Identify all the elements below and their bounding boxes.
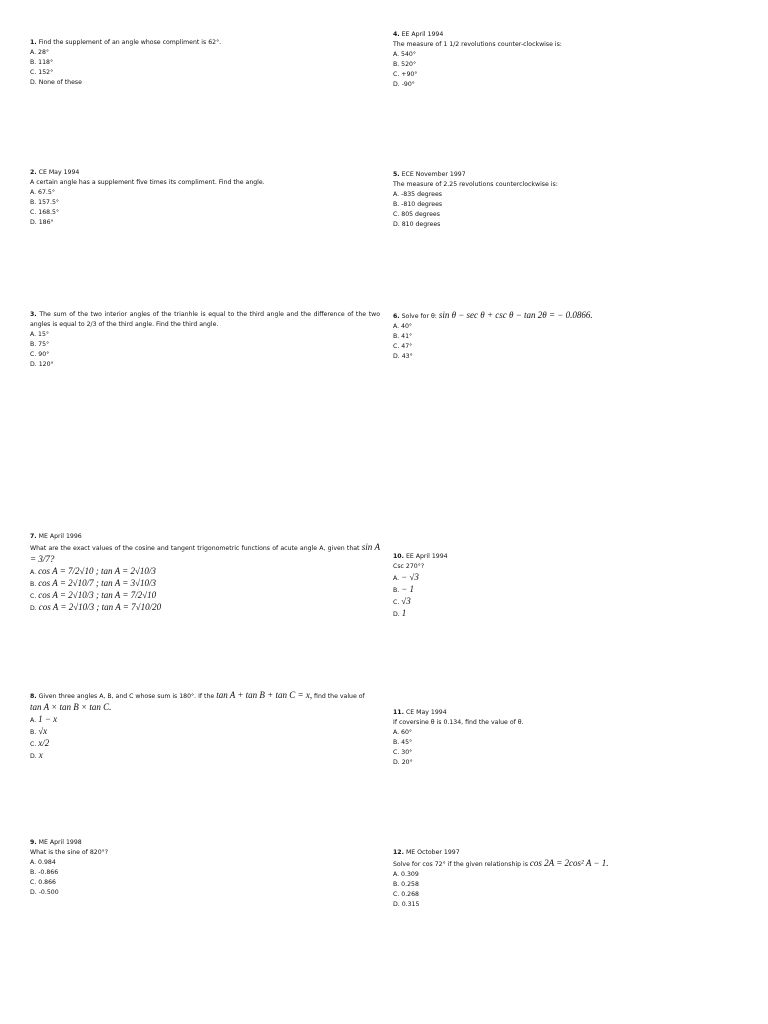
choice-math: cos A = 2√10/7 ; tan A = 3√10/3 (38, 578, 157, 588)
question-header (30, 532, 380, 542)
choice-b (30, 726, 380, 738)
question-3 (30, 310, 380, 370)
question-11 (393, 708, 733, 768)
question-number: 3. (30, 311, 37, 318)
choice-d: D. -90° (393, 81, 415, 88)
choice-a: A. 15° (30, 331, 50, 338)
choice-c: C. 168.5° (30, 209, 60, 216)
choice-b: B. 0.258 (393, 881, 419, 888)
choice-a (30, 566, 380, 578)
choice-d (30, 750, 380, 762)
choice-c (30, 590, 380, 602)
question-7 (30, 532, 380, 614)
stem-text: What are the exact values of the cosine and tangent trigonometric functions of acute angle A, given that (30, 545, 360, 552)
question-source: CE May 1994 (405, 709, 447, 716)
question-stem (30, 38, 360, 48)
question-stem (30, 690, 380, 702)
question-number: 7. (30, 533, 37, 540)
choice-b: B. 520° (393, 61, 417, 68)
stem-text: Find the supplement of an angle whose compliment is 62°. (38, 39, 222, 46)
question-number: 2. (30, 169, 37, 176)
choice-label: C. (30, 593, 37, 600)
choice-d: D. -0.500 (30, 889, 59, 896)
choice-c: C. 152° (30, 69, 54, 76)
question-number: 10. (393, 553, 404, 560)
choice-math: − √3 (401, 572, 419, 582)
question-header (393, 708, 733, 718)
stem-prefix: Solve for cos 72° if the given relationship is (393, 861, 528, 868)
question-source: ME October 1997 (405, 849, 460, 856)
question-stem: If coversine θ is 0.134, find the value of θ. (393, 719, 524, 726)
choice-c: C. 30° (393, 749, 413, 756)
choice-label: B. (30, 581, 37, 588)
question-10 (393, 552, 733, 620)
question-header (30, 838, 360, 848)
choice-math: cos A = 2√10/3 ; tan A = 7/2√10 (38, 590, 157, 600)
choice-label: A. (393, 575, 400, 582)
stem-equation: cos 2A = 2cos² A − 1. (529, 858, 609, 868)
choice-math: √3 (401, 596, 411, 606)
question-4 (393, 30, 733, 90)
choice-d: D. 20° (393, 759, 413, 766)
question-stem (30, 542, 380, 566)
choice-c (30, 738, 380, 750)
choice-d (30, 602, 380, 614)
stem-suffix: find the value of (314, 693, 365, 700)
question-header (393, 552, 733, 562)
choice-a (393, 572, 733, 584)
question-number: 1. (30, 39, 37, 46)
choice-a: A. 28° (30, 49, 50, 56)
question-8 (30, 690, 380, 762)
choice-c: C. +90° (393, 71, 418, 78)
choice-b: B. -0.866 (30, 869, 59, 876)
choice-d: D. 186° (30, 219, 54, 226)
choice-a: A. 67.5° (30, 189, 55, 196)
question-6 (393, 310, 733, 362)
choice-c: C. 805 degrees (393, 211, 440, 218)
choice-d: D. None of these (30, 79, 82, 86)
choice-b: B. 45° (393, 739, 413, 746)
stem-prefix: Given three angles A, B, and C whose sum is 180°. If the (38, 693, 215, 700)
choice-math: x (38, 750, 43, 760)
choice-c: C. 90° (30, 351, 50, 358)
choice-b: B. 118° (30, 59, 54, 66)
question-number: 11. (393, 709, 404, 716)
choice-label: B. (393, 587, 400, 594)
choice-b: B. -810 degrees (393, 201, 443, 208)
choice-a: A. 40° (393, 323, 413, 330)
choice-b: B. 157.5° (30, 199, 59, 206)
choice-label: C. (393, 599, 400, 606)
question-number: 8. (30, 693, 37, 700)
stem-prefix: Solve for θ: (401, 313, 437, 320)
choice-label: B. (30, 729, 37, 736)
question-stem (30, 310, 380, 330)
question-stem: A certain angle has a supplement five times its compliment. Find the angle. (30, 179, 265, 186)
question-source: EE April 1994 (405, 553, 448, 560)
question-source: ME April 1998 (38, 839, 82, 846)
choice-label: D. (30, 605, 37, 612)
question-stem (393, 310, 733, 322)
question-header (393, 170, 733, 180)
question-2 (30, 168, 360, 228)
expression-math: tan A × tan B × tan C. (30, 702, 112, 712)
choice-label: D. (30, 753, 37, 760)
choice-d: D. 120° (30, 361, 54, 368)
question-stem: The measure of 2.25 revolutions counterclockwise is: (393, 181, 558, 188)
question-header (393, 848, 733, 858)
choice-d: D. 43° (393, 353, 413, 360)
choice-c: C. 47° (393, 343, 413, 350)
choice-label: C. (30, 741, 37, 748)
choice-d (393, 608, 733, 620)
question-source: CE May 1994 (38, 169, 80, 176)
stem-text: The sum of the two interior angles of the trianhle is equal to the third angle and the difference of the two angles is equal to 2/3 of the third angle. Find the third angle. (30, 311, 380, 328)
question-1 (30, 38, 360, 88)
choice-math: − 1 (401, 584, 415, 594)
choice-a: A. 0.309 (393, 871, 419, 878)
question-number: 4. (393, 31, 400, 38)
choice-math: cos A = 2√10/3 ; tan A = 7√10/20 (38, 602, 162, 612)
question-9 (30, 838, 360, 898)
question-stem: Csc 270°? (393, 563, 425, 570)
choice-math: 1 − x (38, 714, 58, 724)
question-number: 9. (30, 839, 37, 846)
choice-a: A. 0.984 (30, 859, 56, 866)
question-source: ECE November 1997 (401, 171, 466, 178)
choice-b (30, 578, 380, 590)
question-stem: The measure of 1 1/2 revolutions counter-clockwise is: (393, 41, 562, 48)
question-header (30, 168, 360, 178)
question-stem: What is the sine of 820°? (30, 849, 109, 856)
choice-c (393, 596, 733, 608)
stem-equation: tan A + tan B + tan C = x, (216, 690, 313, 700)
choice-label: A. (30, 717, 37, 724)
question-header (393, 30, 733, 40)
question-12 (393, 848, 733, 910)
choice-a: A. 540° (393, 51, 416, 58)
choice-d: D. 0.315 (393, 901, 420, 908)
choice-a: A. -835 degrees (393, 191, 442, 198)
choice-math: x/2 (38, 738, 50, 748)
question-number: 5. (393, 171, 400, 178)
choice-math: 1 (401, 608, 407, 618)
choice-a (30, 714, 380, 726)
question-source: EE April 1994 (401, 31, 444, 38)
question-stem (393, 858, 733, 870)
choice-math: cos A = 7/2√10 ; tan A = 2√10/3 (38, 566, 156, 576)
stem-equation: sin θ − sec θ + csc θ − tan 2θ = − 0.0866. (438, 310, 593, 320)
given-equation: sin A = 3/7? (30, 542, 381, 564)
choice-c: C. 0.866 (30, 879, 56, 886)
choice-c: C. 0.268 (393, 891, 419, 898)
question-number: 6. (393, 313, 400, 320)
question-number: 12. (393, 849, 404, 856)
choice-d: D. 810 degrees (393, 221, 441, 228)
question-source: ME April 1996 (38, 533, 82, 540)
choice-math: √x (38, 726, 48, 736)
choice-label: A. (30, 569, 37, 576)
choice-b (393, 584, 733, 596)
stem-expression (30, 702, 380, 714)
choice-label: D. (393, 611, 400, 618)
choice-a: A. 60° (393, 729, 413, 736)
choice-b: B. 75° (30, 341, 50, 348)
choice-b: B. 41° (393, 333, 413, 340)
question-5 (393, 170, 733, 230)
